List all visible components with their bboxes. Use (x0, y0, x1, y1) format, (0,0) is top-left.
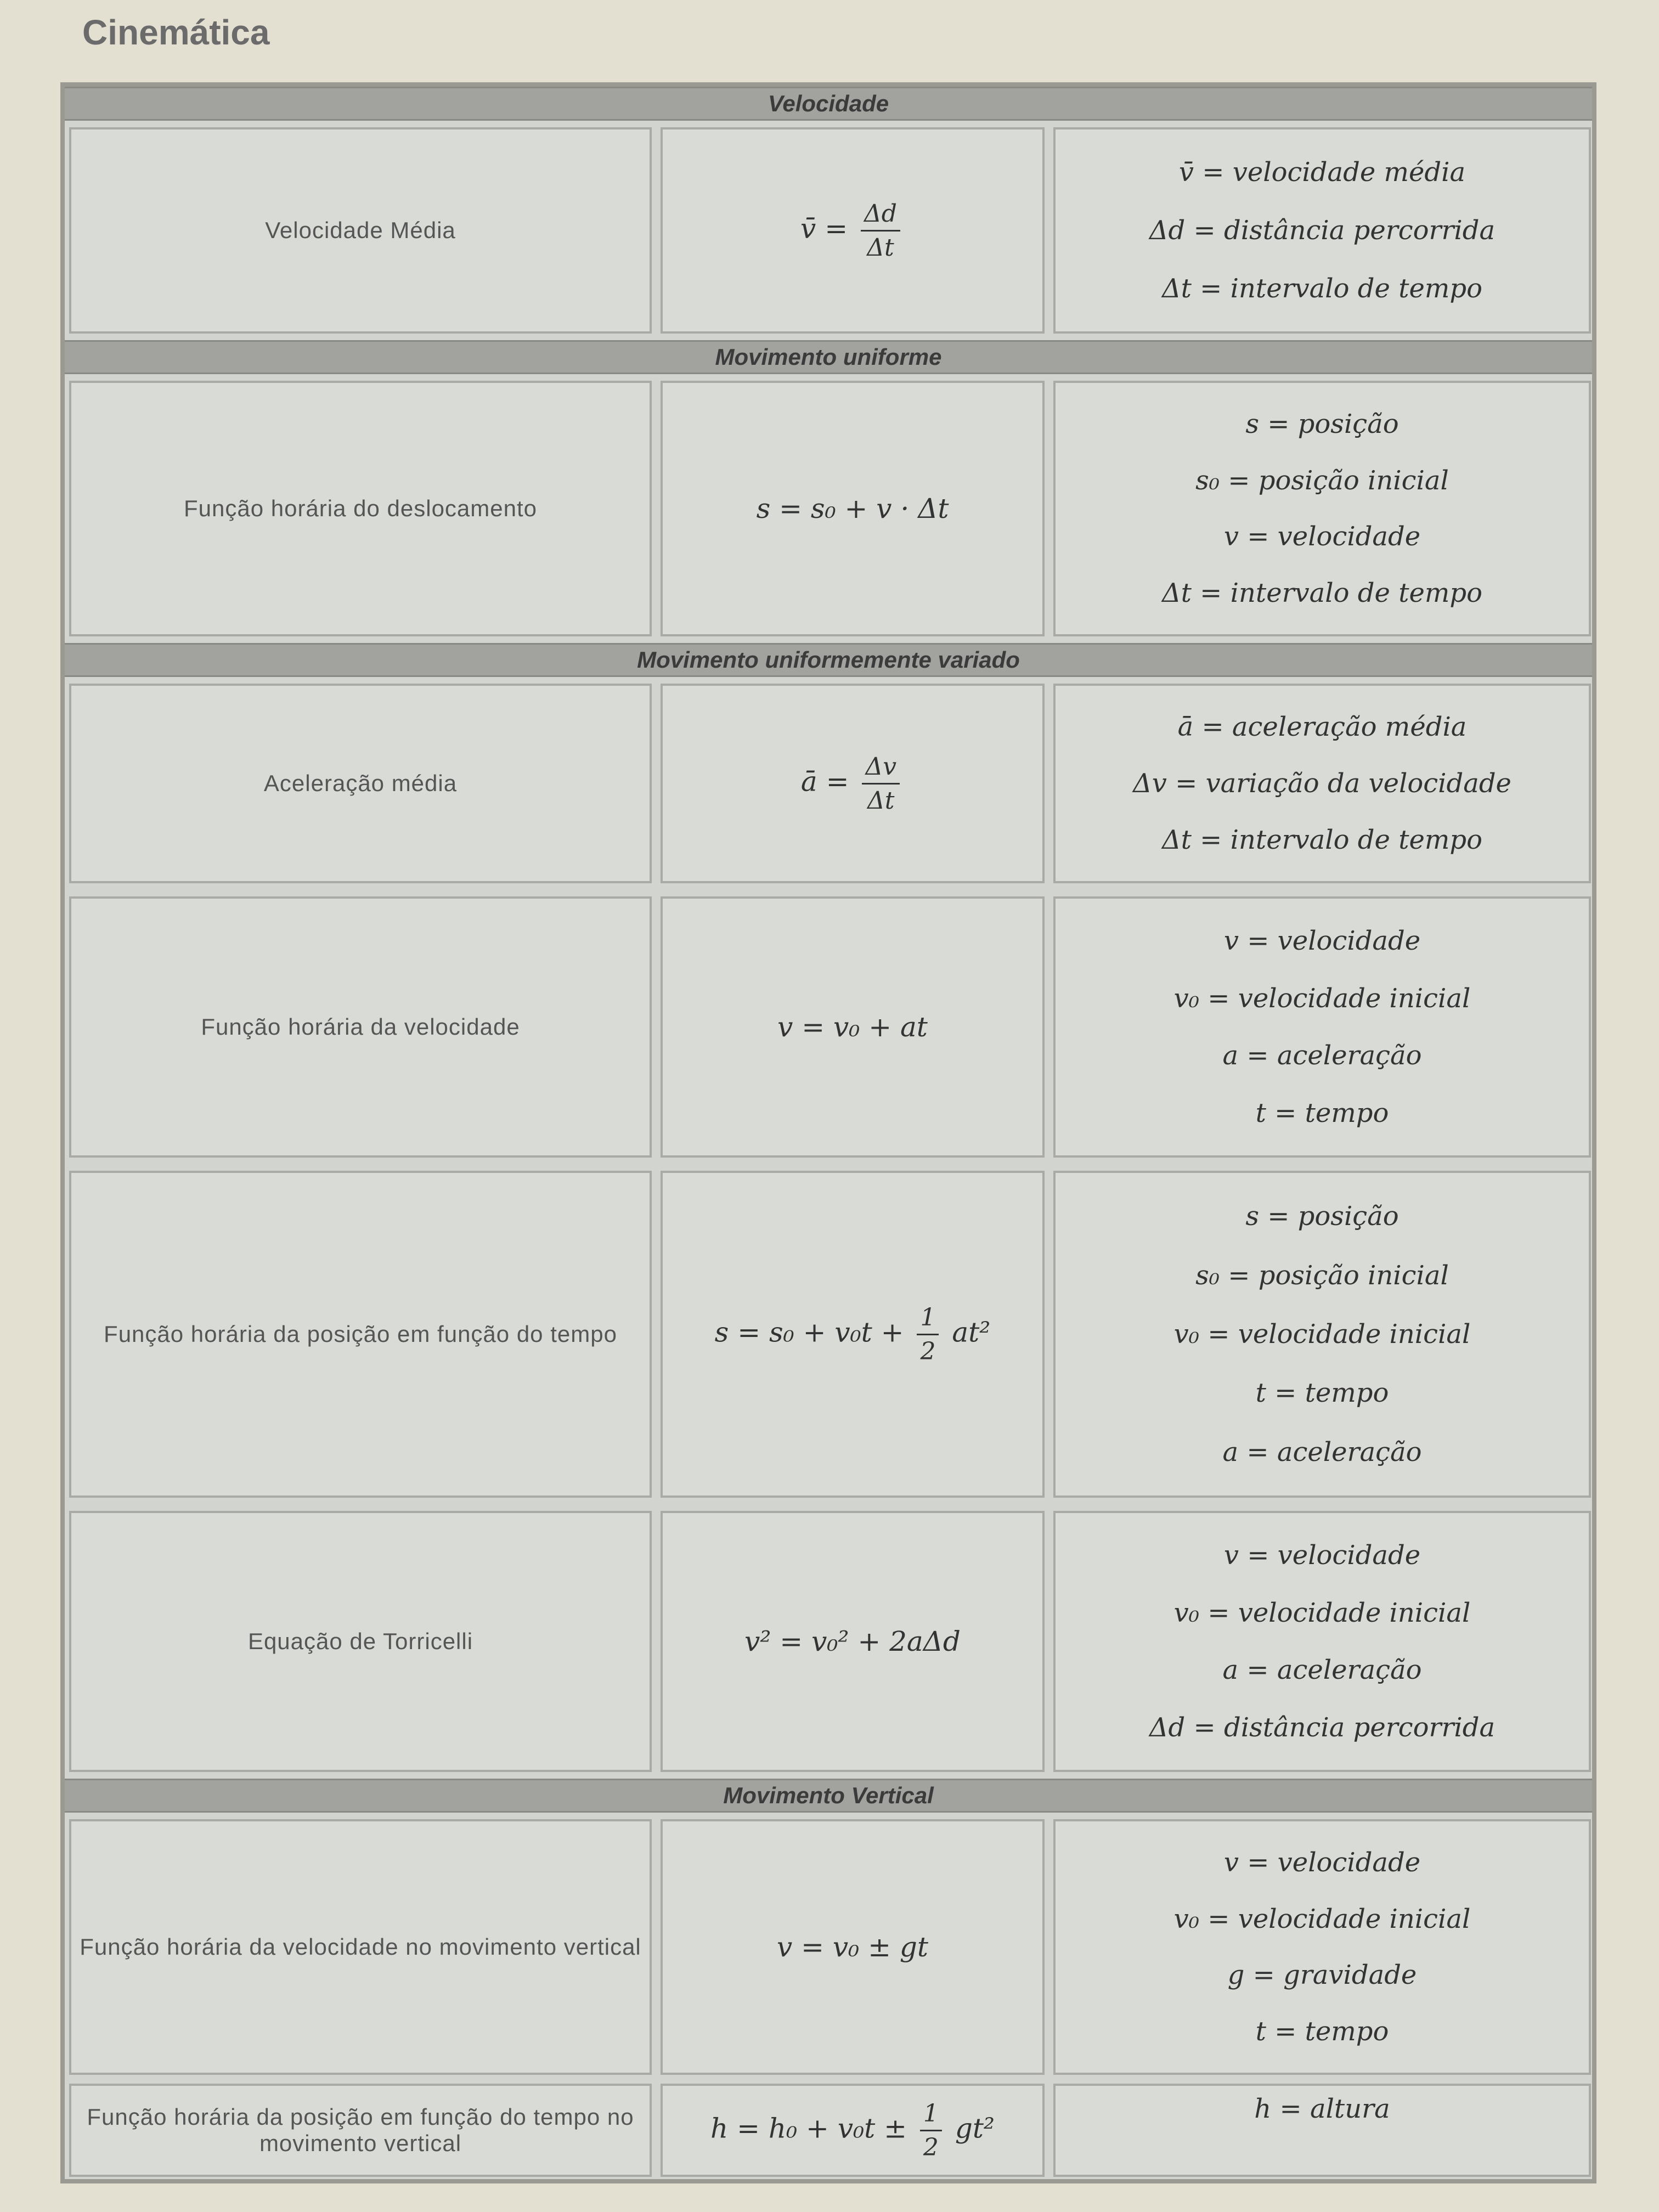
formula: v = v₀ + at (777, 1011, 928, 1043)
section-header-velocidade: Velocidade (65, 87, 1592, 121)
formula-name: Função horária da velocidade no movimento vertical (80, 1934, 641, 1960)
table-row (65, 374, 1592, 643)
name-cell (69, 896, 652, 1158)
formula-table (60, 82, 1596, 2183)
formula-name: Aceleração média (263, 770, 458, 796)
definition: v₀ = velocidade inicial (1173, 1903, 1471, 1934)
table-row (65, 890, 1592, 1164)
formula: s = s₀ + v₀t + $\frac{1}{2}$ at² (714, 1303, 991, 1365)
formula: v = v₀ ± gt (776, 1931, 928, 1963)
name-cell (69, 684, 652, 883)
formula: ā = $\frac{\Delta v}{\Delta t}$ (801, 753, 904, 815)
definition: t = tempo (1255, 2016, 1389, 2047)
table-row (65, 121, 1592, 340)
definition: Δd = distância percorrida (1149, 1712, 1496, 1743)
definition: s₀ = posição inicial (1195, 465, 1449, 496)
definition: Δd = distância percorrida (1149, 215, 1496, 246)
formula-name: Função horária da posição em função do tempo (104, 1321, 617, 1347)
name-cell (69, 2084, 652, 2177)
table-row (65, 1504, 1592, 1779)
name-cell (69, 381, 652, 636)
name-cell (69, 1819, 652, 2075)
definition: v₀ = velocidade inicial (1173, 1597, 1471, 1628)
fraction: $\frac{1}{2}$ (920, 2100, 942, 2162)
name-cell (69, 127, 652, 334)
fraction: $\frac{\Delta v}{\Delta t}$ (862, 753, 900, 815)
formula-cell (661, 1819, 1045, 2075)
formula-cell (661, 1171, 1045, 1498)
definition: t = tempo (1255, 1378, 1389, 1409)
definitions-cell (1053, 684, 1591, 883)
definition: Δt = intervalo de tempo (1161, 825, 1483, 855)
formula-cell (661, 1511, 1045, 1772)
definitions-cell (1053, 896, 1591, 1158)
definitions-cell (1053, 1511, 1591, 1772)
definition: s = posição (1245, 408, 1399, 439)
definition: a = aceleração (1222, 1436, 1422, 1468)
table-row (65, 1164, 1592, 1504)
formula: v² = v₀² + 2aΔd (744, 1626, 961, 1657)
section-header-movimento-uniforme: Movimento uniforme (65, 340, 1592, 374)
definitions-cell (1053, 1819, 1591, 2075)
definition: Δv = variação da velocidade (1133, 768, 1511, 799)
formula: h = h₀ + v₀t ± $\frac{1}{2}$ gt² (710, 2099, 995, 2162)
section-header-muv: Movimento uniformemente variado (65, 643, 1592, 677)
formula-cell (661, 127, 1045, 334)
formula-cell (661, 896, 1045, 1158)
definition: a = aceleração (1222, 1040, 1422, 1071)
formula-name: Equação de Torricelli (247, 1628, 473, 1654)
formula-cell (661, 684, 1045, 883)
table-row (65, 1813, 1592, 2081)
formula-name: Função horária do deslocamento (183, 495, 538, 521)
definition: v = velocidade (1223, 925, 1421, 956)
definition: s = posição (1245, 1201, 1399, 1232)
definition: Δt = intervalo de tempo (1161, 273, 1483, 304)
definition: h = altura (1254, 2094, 1390, 2124)
definitions-cell (1053, 1171, 1591, 1498)
formula: v̄ = $\frac{\Delta d}{\Delta t}$ (800, 200, 905, 262)
formula-name: Função horária da velocidade (201, 1014, 520, 1040)
definition: v = velocidade (1223, 1539, 1421, 1571)
definition: t = tempo (1255, 1098, 1389, 1129)
definition: v = velocidade (1223, 1847, 1421, 1878)
definition: Δt = intervalo de tempo (1161, 578, 1483, 609)
definitions-cell (1053, 127, 1591, 334)
formula-name: Função horária da posição em função do tempo no movimento vertical (87, 2104, 634, 2156)
table-row (65, 2081, 1592, 2179)
name-cell (69, 1171, 652, 1498)
definitions-cell (1053, 2084, 1591, 2177)
formula-cell (661, 381, 1045, 636)
definition: v₀ = velocidade inicial (1173, 983, 1471, 1014)
definition: g = gravidade (1227, 1960, 1417, 1991)
definitions-cell (1053, 381, 1591, 636)
page-title: Cinemática (82, 13, 270, 52)
definition: ā = aceleração média (1177, 712, 1467, 742)
name-cell (69, 1511, 652, 1772)
definition: v̄ = velocidade média (1178, 157, 1466, 188)
fraction: $\frac{\Delta d}{\Delta t}$ (861, 200, 900, 262)
formula: s = s₀ + v · Δt (756, 493, 949, 524)
table-row (65, 677, 1592, 890)
definition: a = aceleração (1222, 1655, 1422, 1686)
formula-name: Velocidade Média (265, 217, 456, 243)
section-header-movimento-vertical: Movimento Vertical (65, 1779, 1592, 1813)
formula-cell (661, 2084, 1045, 2177)
definition: v = velocidade (1223, 521, 1421, 552)
definition: v₀ = velocidade inicial (1173, 1318, 1471, 1350)
definition: s₀ = posição inicial (1195, 1260, 1449, 1291)
fraction: $\frac{1}{2}$ (917, 1304, 939, 1365)
